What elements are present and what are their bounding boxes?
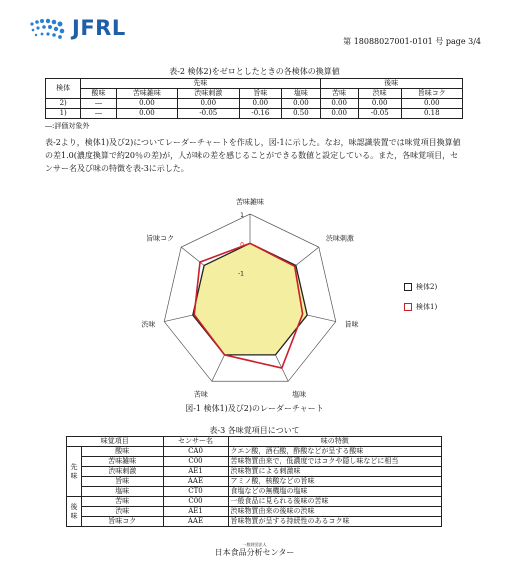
cell: 旨味物質が呈する持続性のあるコク味 [228,517,442,527]
col-header: 旨味 [239,89,282,99]
jfrl-logo [28,16,158,42]
table-row [67,487,442,497]
document-number: 第 18088027001-0101 号 page 3/4 [343,37,481,46]
footer-org-type: 一般財団法人 [242,542,267,547]
axis-label: 苦味 [193,390,208,399]
table-row [67,457,442,467]
cell: AE1 [163,467,228,477]
scale-label: -1 [238,270,244,278]
cell: 0.18 [401,109,462,119]
cell: 0.00 [320,99,358,109]
cell: 苦味雑味 [82,457,164,467]
axis-label: 旨味 [344,320,359,329]
cell: 0.50 [282,109,320,119]
cell: -0.05 [178,109,239,119]
cell: ― [81,99,116,109]
cell: 旨味コク [82,517,164,527]
cell: 食塩などの無機塩の塩味 [228,487,442,497]
scale-label: 0 [240,241,244,249]
chart-legend [404,282,437,322]
first-taste-header: 先味 [81,79,320,89]
cell: 0.00 [320,109,358,119]
legend-swatch [404,303,412,311]
group-label: 後味 [67,497,82,527]
col-header: 味覚項目 [67,437,164,447]
legend-item-sample1 [404,302,437,312]
cell: 渋味物質由来の後味の渋味 [228,507,442,517]
table-row [46,109,463,119]
cell: CT0 [163,487,228,497]
table-row [67,507,442,517]
cell: 0.00 [358,99,401,109]
col-header: 渋味刺激 [178,89,239,99]
converted-values-table [45,78,463,119]
sample-header: 検体 [46,79,81,99]
cell: C00 [163,457,228,467]
reference-fill [193,243,307,355]
table2-note: ―:評価対象外 [45,122,90,130]
table-row [67,497,442,507]
cell: 0.00 [282,99,320,109]
legend-label: 検体2) [416,283,438,291]
cell: -0.05 [358,109,401,119]
cell: -0.16 [239,109,282,119]
table-row [67,477,442,487]
aftertaste-header: 後味 [320,79,462,89]
col-header: 酸味 [81,89,116,99]
col-header: 苦味雑味 [116,89,177,99]
cell: 一般食品に見られる後味の苦味 [228,497,442,507]
logo-text: JFRL [72,16,126,40]
sample-label: 2) [46,99,81,109]
cell: AAE [163,477,228,487]
cell: 0.00 [401,99,462,109]
taste-items-table [66,436,442,527]
cell: CA0 [163,447,228,457]
scale-label: 1 [240,212,244,219]
cell: 苦味 [82,497,164,507]
cell: 苦味物質由来で，低濃度ではコクや隠し味などに相当 [228,457,442,467]
table2-caption: 表-2 検体2)をゼロとしたときの各検体の換算値 [169,67,340,76]
table3-caption: 表-3 各味覚項目について [209,426,300,435]
cell: 0.00 [116,109,177,119]
col-header: 渋味 [358,89,401,99]
col-header: 旨味コク [401,89,462,99]
figure-caption: 図-1 検体1)及び2)のレーダーチャート [185,404,324,413]
col-header: センサー名 [163,437,228,447]
sample-label: 1) [46,109,81,119]
col-header: 味の特徴 [228,437,442,447]
cell: 渋味刺激 [82,467,164,477]
radar-chart [100,190,400,400]
axis-label: 苦味雑味 [236,198,264,206]
logo-dots-icon [28,18,68,40]
table-row [67,447,442,457]
body-paragraph: 表-2より，検体1)及び2)についてレーダーチャートを作成し，図-1に示した。なお，味認識装置では味覚項目換算値の差1.0(濃度換算で約20％の差)が，人が味の差を感じることができる数値と設定している。また，各味覚項目，センサー名及び味の特徴を表-3に示した。 [45,138,461,173]
cell: クエン酸，酒石酸，酢酸などが呈する酸味 [228,447,442,457]
legend-label: 検体1) [416,303,438,311]
cell: 塩味 [82,487,164,497]
cell: 0.00 [239,99,282,109]
cell: 0.00 [116,99,177,109]
cell: アミノ酸，核酸などの旨味 [228,477,442,487]
axis-label: 渋味 [141,320,156,329]
table-row [67,467,442,477]
cell: AAE [163,517,228,527]
footer-org-name: 日本食品分析センター [214,548,295,557]
cell: 酸味 [82,447,164,457]
group-label: 先味 [67,447,82,497]
col-header: 塩味 [282,89,320,99]
cell: AE1 [163,507,228,517]
cell: 旨味 [82,477,164,487]
cell: 渋味 [82,507,164,517]
col-header: 苦味 [320,89,358,99]
footer-organization [0,542,509,558]
cell: ― [81,109,116,119]
axis-label: 渋味刺激 [325,234,354,243]
axis-label: 塩味 [292,390,307,399]
legend-swatch [404,283,412,291]
table-row [67,517,442,527]
cell: 0.00 [178,99,239,109]
table-row [46,99,463,109]
axis-label: 旨味コク [146,234,175,243]
cell: C00 [163,497,228,507]
legend-item-sample2 [404,282,437,292]
cell: 渋味物質による刺激味 [228,467,442,477]
